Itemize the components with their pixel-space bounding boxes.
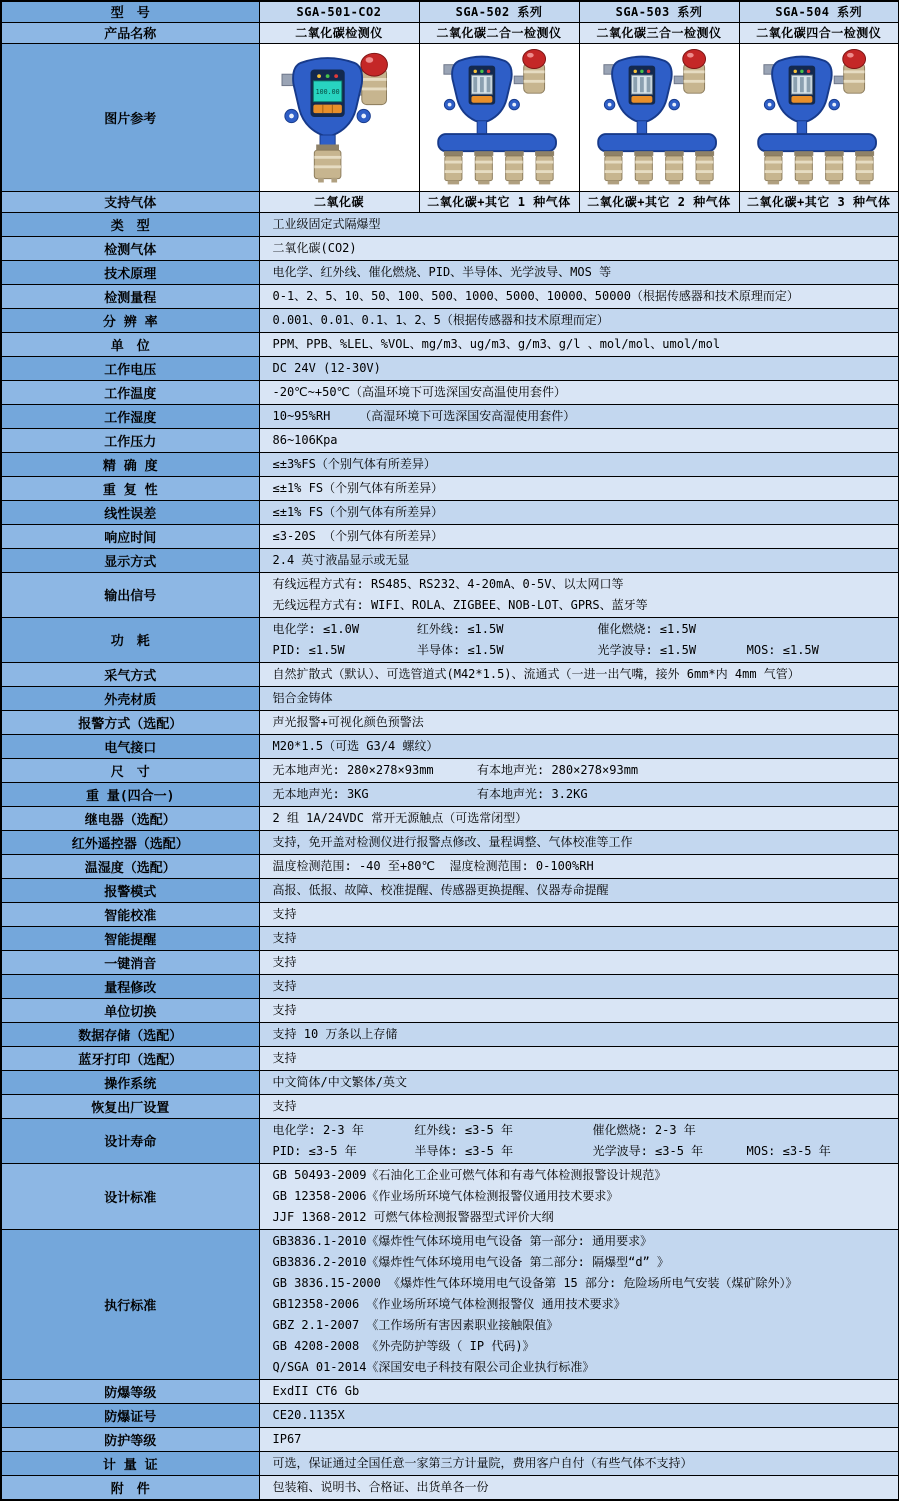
device-image-cell xyxy=(419,43,579,191)
spec-label: 输出信号 xyxy=(1,572,259,617)
spec-label: 数据存储（选配） xyxy=(1,1022,259,1046)
spec-row xyxy=(1,1403,899,1427)
spec-row xyxy=(1,1229,899,1379)
spec-row xyxy=(1,854,899,878)
spec-row xyxy=(1,452,899,476)
spec-row xyxy=(1,686,899,710)
spec-value: 工业级固定式隔爆型 xyxy=(259,212,899,236)
device-image-cell xyxy=(579,43,739,191)
spec-label: 防护等级 xyxy=(1,1427,259,1451)
spec-label: 重 量(四合一) xyxy=(1,782,259,806)
spec-label: 智能校准 xyxy=(1,902,259,926)
spec-row xyxy=(1,1379,899,1403)
spec-row xyxy=(1,284,899,308)
spec-label: 报警方式（选配） xyxy=(1,710,259,734)
gas-cell: 二氧化碳+其它 1 种气体 xyxy=(419,191,579,212)
spec-value: ExdII CT6 Gb xyxy=(259,1379,899,1403)
spec-value: 0.001、0.01、0.1、1、2、5（根据传感器和技术原理而定） xyxy=(259,308,899,332)
spec-value: 2.4 英寸液晶显示或无显 xyxy=(259,548,899,572)
spec-value: 声光报警+可视化颜色预警法 xyxy=(259,710,899,734)
spec-row xyxy=(1,782,899,806)
spec-label: 采气方式 xyxy=(1,662,259,686)
spec-row xyxy=(1,662,899,686)
spec-value: M20*1.5（可选 G3/4 螺纹） xyxy=(259,734,899,758)
device-image-cell xyxy=(739,43,899,191)
spec-label: 防爆证号 xyxy=(1,1403,259,1427)
spec-label: 继电器（选配） xyxy=(1,806,259,830)
gas-row xyxy=(1,191,899,212)
spec-label: 恢复出厂设置 xyxy=(1,1094,259,1118)
spec-value: 支持 xyxy=(259,950,899,974)
spec-row xyxy=(1,332,899,356)
single-gas-detector-image xyxy=(263,45,415,187)
spec-row xyxy=(1,308,899,332)
spec-row xyxy=(1,1427,899,1451)
spec-row xyxy=(1,806,899,830)
spec-value: DC 24V (12-30V) xyxy=(259,356,899,380)
spec-value: 无本地声光: 3KG 有本地声光: 3.2KG xyxy=(259,782,899,806)
spec-label: 精 确 度 xyxy=(1,452,259,476)
gas-cell: 二氧化碳 xyxy=(259,191,419,212)
spec-value: 支持 xyxy=(259,902,899,926)
spec-label: 工作温度 xyxy=(1,380,259,404)
model-row-label: 型 号 xyxy=(1,1,259,22)
spec-value: 支持 xyxy=(259,1094,899,1118)
spec-label: 技术原理 xyxy=(1,260,259,284)
spec-label: 检测气体 xyxy=(1,236,259,260)
spec-value: ≤±1% FS（个别气体有所差异） xyxy=(259,476,899,500)
spec-value: 2 组 1A/24VDC 常开无源触点（可选常闭型） xyxy=(259,806,899,830)
spec-value: 支持 xyxy=(259,926,899,950)
spec-label: 尺 寸 xyxy=(1,758,259,782)
spec-label: 报警模式 xyxy=(1,878,259,902)
spec-row xyxy=(1,710,899,734)
spec-value: 支持 10 万条以上存储 xyxy=(259,1022,899,1046)
spec-value: ≤±3%FS（个别气体有所差异） xyxy=(259,452,899,476)
spec-row xyxy=(1,1070,899,1094)
spec-label: 分 辨 率 xyxy=(1,308,259,332)
product-name-cell: 二氧化碳检测仪 xyxy=(259,22,419,43)
spec-value: 二氧化碳(CO2) xyxy=(259,236,899,260)
spec-label: 工作电压 xyxy=(1,356,259,380)
spec-row xyxy=(1,998,899,1022)
spec-row xyxy=(1,617,899,662)
spec-label: 外壳材质 xyxy=(1,686,259,710)
spec-label: 红外遥控器（选配） xyxy=(1,830,259,854)
spec-row xyxy=(1,500,899,524)
product-name-label: 产品名称 xyxy=(1,22,259,43)
spec-value: 高报、低报、故障、校准提醒、传感器更换提醒、仪器寿命提醒 xyxy=(259,878,899,902)
spec-label: 设计寿命 xyxy=(1,1118,259,1163)
spec-label: 蓝牙打印（选配） xyxy=(1,1046,259,1070)
gas-row-label: 支持气体 xyxy=(1,191,259,212)
spec-row xyxy=(1,428,899,452)
model-row xyxy=(1,1,899,22)
spec-row xyxy=(1,1163,899,1229)
spec-label: 检测量程 xyxy=(1,284,259,308)
spec-value: PPM、PPB、%LEL、%VOL、mg/m3、ug/m3、g/m3、g/l 、mol/mol、umol/mol xyxy=(259,332,899,356)
spec-row xyxy=(1,1094,899,1118)
spec-row xyxy=(1,974,899,998)
product-name-cell: 二氧化碳三合一检测仪 xyxy=(579,22,739,43)
spec-value: 支持 xyxy=(259,998,899,1022)
spec-label: 功 耗 xyxy=(1,617,259,662)
model-cell: SGA-502 系列 xyxy=(419,1,579,22)
spec-label: 量程修改 xyxy=(1,974,259,998)
product-name-row xyxy=(1,22,899,43)
spec-value: GB3836.1-2010《爆炸性气体环境用电气设备 第一部分: 通用要求》 GB3836.2-2010《爆炸性气体环境用电气设备 第二部分: 隔爆型“d” 》 GB 3836.15-2000 《爆炸性气体环境用电气设备第 15 部分: 危险场所电气安装（煤矿除外）》 GB12358-2006 《作业场所环境气体检测报警仪 通用技术要求》 GBZ 2.1-2007 《工作场所有害因素职业接触限值》 GB 4208-2008 《外壳防护等级（ IP 代码)》 Q/SGA 01-2014《深国安电子科技有限公司企业执行标准》 xyxy=(259,1229,899,1379)
spec-value: GB 50493-2009《石油化工企业可燃气体和有毒气体检测报警设计规范》 GB 12358-2006《作业场所环境气体检测报警仪通用技术要求》 JJF 1368-2012 可燃气体检测报警器型式评价大纲 xyxy=(259,1163,899,1229)
spec-label: 设计标准 xyxy=(1,1163,259,1229)
spec-label: 温湿度（选配） xyxy=(1,854,259,878)
spec-value: ≤±1% FS（个别气体有所差异） xyxy=(259,500,899,524)
spec-label: 显示方式 xyxy=(1,548,259,572)
spec-label: 响应时间 xyxy=(1,524,259,548)
spec-label: 防爆等级 xyxy=(1,1379,259,1403)
spec-row xyxy=(1,734,899,758)
spec-value: 支持，免开盖对检测仪进行报警点修改、量程调整、气体校准等工作 xyxy=(259,830,899,854)
device-image-cell xyxy=(259,43,419,191)
spec-row xyxy=(1,236,899,260)
spec-label: 计 量 证 xyxy=(1,1451,259,1475)
product-name-cell: 二氧化碳二合一检测仪 xyxy=(419,22,579,43)
gas-cell: 二氧化碳+其它 3 种气体 xyxy=(739,191,899,212)
spec-value: 电化学、红外线、催化燃烧、PID、半导体、光学波导、MOS 等 xyxy=(259,260,899,284)
spec-value: 自然扩散式（默认）、可选管道式(M42*1.5)、流通式（一进一出气嘴，接外 6mm*内 4mm 气管） xyxy=(259,662,899,686)
spec-value: 可选，保证通过全国任意一家第三方计量院，费用客户自付（有些气体不支持） xyxy=(259,1451,899,1475)
spec-row xyxy=(1,572,899,617)
spec-value: 温度检测范围: -40 至+80℃ 湿度检测范围: 0-100%RH xyxy=(259,854,899,878)
spec-row xyxy=(1,212,899,236)
spec-row xyxy=(1,1046,899,1070)
spec-value: -20℃~+50℃（高温环境下可选深国安高温使用套件） xyxy=(259,380,899,404)
spec-row xyxy=(1,380,899,404)
spec-row xyxy=(1,548,899,572)
model-cell: SGA-503 系列 xyxy=(579,1,739,22)
spec-row xyxy=(1,830,899,854)
spec-value: IP67 xyxy=(259,1427,899,1451)
spec-row xyxy=(1,902,899,926)
spec-row xyxy=(1,260,899,284)
model-cell: SGA-504 系列 xyxy=(739,1,899,22)
spec-row xyxy=(1,1475,899,1500)
spec-label: 重 复 性 xyxy=(1,476,259,500)
spec-row xyxy=(1,476,899,500)
multi-gas-detector-image xyxy=(583,45,735,187)
image-row-label: 图片参考 xyxy=(1,43,259,191)
spec-row xyxy=(1,524,899,548)
spec-label: 单位切换 xyxy=(1,998,259,1022)
spec-value: 10~95%RH （高湿环境下可选深国安高湿使用套件） xyxy=(259,404,899,428)
spec-row xyxy=(1,1022,899,1046)
spec-row xyxy=(1,926,899,950)
spec-row xyxy=(1,1118,899,1163)
spec-value: ≤3-20S （个别气体有所差异） xyxy=(259,524,899,548)
spec-label: 工作压力 xyxy=(1,428,259,452)
spec-value: 支持 xyxy=(259,1046,899,1070)
spec-value: 中文简体/中文繁体/英文 xyxy=(259,1070,899,1094)
spec-value: 有线远程方式有: RS485、RS232、4-20mA、0-5V、以太网口等 无线远程方式有: WIFI、ROLA、ZIGBEE、NOB-LOT、GPRS、蓝牙等 xyxy=(259,572,899,617)
spec-value: 电化学: ≤1.0W 红外线: ≤1.5W 催化燃烧: ≤1.5W PID: ≤1.5W 半导体: ≤1.5W 光学波导: ≤1.5W MOS: ≤1.5W xyxy=(259,617,899,662)
spec-label: 附 件 xyxy=(1,1475,259,1500)
spec-label: 一键消音 xyxy=(1,950,259,974)
spec-rows-body xyxy=(1,1,899,1500)
image-row xyxy=(1,43,899,191)
spec-row xyxy=(1,758,899,782)
gas-cell: 二氧化碳+其它 2 种气体 xyxy=(579,191,739,212)
spec-row xyxy=(1,356,899,380)
spec-label: 操作系统 xyxy=(1,1070,259,1094)
model-cell: SGA-501-CO2 xyxy=(259,1,419,22)
spec-label: 执行标准 xyxy=(1,1229,259,1379)
spec-row xyxy=(1,1451,899,1475)
spec-value: 86~106Kpa xyxy=(259,428,899,452)
spec-value: 支持 xyxy=(259,974,899,998)
spec-row xyxy=(1,878,899,902)
spec-label: 线性误差 xyxy=(1,500,259,524)
spec-value: 0-1、2、5、10、50、100、500、1000、5000、10000、50000（根据传感器和技术原理而定） xyxy=(259,284,899,308)
spec-label: 单 位 xyxy=(1,332,259,356)
spec-row xyxy=(1,950,899,974)
spec-value: 包装箱、说明书、合格证、出货单各一份 xyxy=(259,1475,899,1500)
spec-label: 电气接口 xyxy=(1,734,259,758)
spec-row xyxy=(1,404,899,428)
spec-value: 无本地声光: 280×278×93mm 有本地声光: 280×278×93mm xyxy=(259,758,899,782)
spec-value: 铝合金铸体 xyxy=(259,686,899,710)
spec-label: 智能提醒 xyxy=(1,926,259,950)
multi-gas-detector-image xyxy=(423,45,575,187)
multi-gas-detector-image xyxy=(743,45,895,187)
spec-value: 电化学: 2-3 年 红外线: ≤3-5 年 催化燃烧: 2-3 年 PID: ≤3-5 年 半导体: ≤3-5 年 光学波导: ≤3-5 年 MOS: ≤3-5 年 xyxy=(259,1118,899,1163)
spec-value: CE20.1135X xyxy=(259,1403,899,1427)
product-name-cell: 二氧化碳四合一检测仪 xyxy=(739,22,899,43)
spec-label: 工作湿度 xyxy=(1,404,259,428)
spec-label: 类 型 xyxy=(1,212,259,236)
